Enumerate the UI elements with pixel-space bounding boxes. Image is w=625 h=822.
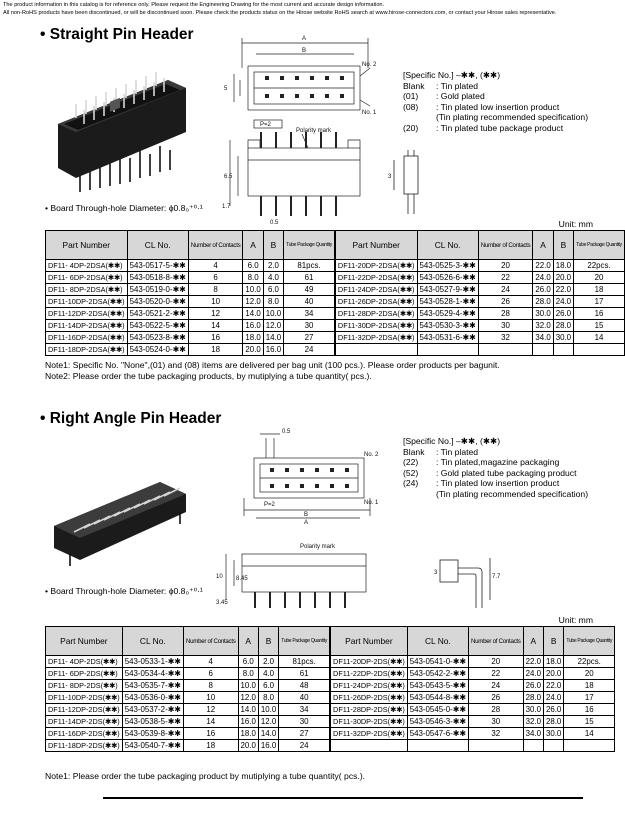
table-cell: 28.0 (543, 716, 563, 728)
straight-dim-5: 5 (224, 86, 228, 92)
table-cell: 15 (574, 320, 625, 332)
table-cell: 26.0 (523, 680, 543, 692)
table-cell: 2.0 (263, 260, 283, 272)
table-cell: 543-0533-1-✱✱ (122, 656, 183, 668)
table-row (46, 296, 625, 308)
table-row (46, 308, 625, 320)
table-cell: 14.0 (258, 728, 278, 740)
straight-header-photo (50, 66, 200, 196)
table-cell: 8.0 (243, 272, 263, 284)
table-cell (478, 344, 533, 356)
straight-notes (45, 360, 500, 382)
straight-side-dim-3: 3 (388, 174, 392, 180)
right-pitch: P=2 (264, 502, 275, 508)
table-cell: DF11-26DP-2DS(✱✱) (330, 692, 407, 704)
right-angle-header-photo (40, 468, 200, 568)
straight-dimension-drawing (220, 28, 390, 228)
straight-section-heading: • Straight Pin Header (40, 26, 194, 43)
straight-dim-05: 0.5 (270, 220, 279, 226)
table-cell: 16 (564, 704, 615, 716)
table-row (46, 740, 615, 752)
right-dim-b: B (304, 512, 309, 518)
table-cell: DF11- 8DP-2DSA(✱✱) (46, 284, 128, 296)
right-notes (45, 771, 365, 782)
table-cell: 18.0 (243, 332, 263, 344)
right-dim-345: 3.45 (216, 600, 228, 606)
table-cell: DF11-28DP-2DSA(✱✱) (335, 308, 417, 320)
table-row (46, 260, 625, 272)
table-cell: DF11-24DP-2DS(✱✱) (330, 680, 407, 692)
table-cell: 24.0 (543, 692, 563, 704)
table-cell: 10.0 (263, 308, 283, 320)
table-cell: 543-0545-0-✱✱ (407, 704, 468, 716)
table-cell: DF11-12DP-2DSA(✱✱) (46, 308, 128, 320)
table-cell: 16.0 (258, 740, 278, 752)
table-cell: DF11- 6DP-2DS(✱✱) (46, 668, 123, 680)
right-polarity-mark: Polarity mark (300, 544, 336, 550)
table-cell: 17 (574, 296, 625, 308)
straight-table-body (46, 260, 625, 356)
table-cell: 16 (574, 308, 625, 320)
table-cell: 30.0 (543, 728, 563, 740)
table-cell: 8 (188, 284, 243, 296)
table-cell: 10.0 (243, 284, 263, 296)
table-cell: 6.0 (238, 656, 258, 668)
table-cell: 61 (284, 272, 335, 284)
table-cell: 18 (183, 740, 238, 752)
table-row (46, 728, 615, 740)
table-cell: 16 (183, 728, 238, 740)
table-cell: 543-0543-5-✱✱ (407, 680, 468, 692)
table-cell: DF11-18DP-2DS(✱✱) (46, 740, 123, 752)
table-cell: 40 (279, 692, 330, 704)
table-cell: 543-0529-4-✱✱ (417, 308, 478, 320)
table-cell: 4.0 (263, 272, 283, 284)
table-cell: 32 (468, 728, 523, 740)
table-cell: 81pcs. (284, 260, 335, 272)
straight-dim-65: 6.5 (224, 174, 233, 180)
table-cell: 12.0 (263, 320, 283, 332)
table-cell: 14 (574, 332, 625, 344)
table-cell: 8.0 (263, 296, 283, 308)
table-cell: 32.0 (533, 320, 553, 332)
table-cell: 8.0 (238, 668, 258, 680)
table-cell: 543-0517-5-✱✱ (127, 260, 188, 272)
table-cell: 17 (564, 692, 615, 704)
table-cell (543, 740, 563, 752)
table-cell: 28 (468, 704, 523, 716)
table-cell: DF11-30DP-2DS(✱✱) (330, 716, 407, 728)
table-cell: 24.0 (533, 272, 553, 284)
table-cell: 22.0 (553, 284, 573, 296)
table-cell: 49 (284, 284, 335, 296)
table-cell: DF11-30DP-2DSA(✱✱) (335, 320, 417, 332)
right-dim-10: 10 (216, 574, 223, 580)
table-cell (533, 344, 553, 356)
table-cell: DF11-24DP-2DSA(✱✱) (335, 284, 417, 296)
straight-pin-no2: No. 2 (362, 62, 377, 68)
table-cell: 12 (183, 704, 238, 716)
table-cell: 543-0521-2-✱✱ (127, 308, 188, 320)
table-cell: 22 (468, 668, 523, 680)
table-cell: 543-0527-9-✱✱ (417, 284, 478, 296)
right-note-1: Note1: Please order the tube packaging product by mutiplying a tube quantity( pcs.). (45, 771, 366, 781)
table-cell: 543-0519-0-✱✱ (127, 284, 188, 296)
table-cell: 30.0 (533, 308, 553, 320)
right-dim-a: A (304, 520, 309, 526)
table-cell: 22pcs. (564, 656, 615, 668)
table-cell: 14 (188, 320, 243, 332)
table-cell: 543-0535-7-✱✱ (122, 680, 183, 692)
notice-line-2: All non-RoHS products have been discontinued, or will be discontinued soon. Please check the products status on the Hirose website RoHS search at www.hirose-connectors.com, or contact your Hirose sales representative. (3, 10, 557, 16)
right-angle-top-drawing (220, 424, 390, 524)
table-cell: DF11-22DP-2DS(✱✱) (330, 668, 407, 680)
table-cell: DF11-10DP-2DSA(✱✱) (46, 296, 128, 308)
right-angle-through-hole-caption: • Board Through-hole Diameter: ϕ0.8₀⁺⁰·¹ (45, 586, 203, 596)
table-cell: 24.0 (523, 668, 543, 680)
table-cell: 543-0525-3-✱✱ (417, 260, 478, 272)
table-cell: 26.0 (543, 704, 563, 716)
table-cell: 8 (183, 680, 238, 692)
table-cell: 20 (468, 656, 523, 668)
table-cell: 30 (468, 716, 523, 728)
table-cell (407, 740, 468, 752)
table-cell (468, 740, 523, 752)
table-cell: 30.0 (523, 704, 543, 716)
table-cell: 543-0536-0-✱✱ (122, 692, 183, 704)
straight-dim-b: B (302, 48, 307, 54)
straight-side-view (386, 150, 446, 220)
table-cell: 543-0544-8-✱✱ (407, 692, 468, 704)
table-cell: 6.0 (258, 680, 278, 692)
table-cell: 543-0534-4-✱✱ (122, 668, 183, 680)
table-cell (335, 344, 417, 356)
table-cell: 26 (478, 296, 533, 308)
table-cell: 16.0 (263, 344, 283, 356)
table-cell: 22.0 (543, 680, 563, 692)
straight-spec-title: [Specific No.] –✱✱, (✱✱) (403, 70, 501, 80)
table-cell: 20.0 (553, 272, 573, 284)
table-cell: 34 (284, 308, 335, 320)
table-cell: DF11- 6DP-2DSA(✱✱) (46, 272, 128, 284)
straight-dim-17: 1.7 (222, 204, 231, 210)
right-pin-no2: No. 2 (364, 452, 379, 458)
straight-dim-a: A (302, 36, 307, 42)
table-cell: DF11-32DP-2DSA(✱✱) (335, 332, 417, 344)
table-cell: 20.0 (543, 668, 563, 680)
table-cell: 543-0546-3-✱✱ (407, 716, 468, 728)
table-cell: 28 (478, 308, 533, 320)
table-cell: DF11-22DP-2DSA(✱✱) (335, 272, 417, 284)
table-row (46, 284, 625, 296)
table-cell (523, 740, 543, 752)
table-cell: 543-0530-3-✱✱ (417, 320, 478, 332)
right-spec-title: [Specific No.] –✱✱, (✱✱) (403, 436, 501, 446)
table-row (46, 668, 615, 680)
table-cell: 48 (279, 680, 330, 692)
table-cell: 543-0537-2-✱✱ (122, 704, 183, 716)
table-cell: 543-0539-8-✱✱ (122, 728, 183, 740)
table-cell: DF11-14DP-2DS(✱✱) (46, 716, 123, 728)
straight-unit-label: Unit: mm (558, 219, 593, 229)
table-cell: 543-0528-1-✱✱ (417, 296, 478, 308)
table-cell: 40 (284, 296, 335, 308)
table-cell: 543-0520-0-✱✱ (127, 296, 188, 308)
table-cell: 30.0 (553, 332, 573, 344)
table-cell (564, 740, 615, 752)
table-cell: 18.0 (543, 656, 563, 668)
table-cell: 12.0 (238, 692, 258, 704)
table-cell: 18 (564, 680, 615, 692)
table-cell: 18 (574, 284, 625, 296)
right-angle-front-drawing (214, 540, 394, 610)
table-cell: 543-0522-5-✱✱ (127, 320, 188, 332)
straight-through-hole-caption: • Board Through-hole Diameter: ϕ0.8₀⁺⁰·¹ (45, 203, 203, 213)
straight-note-1: Note1: Specific No. "None",(01) and (08) items are delivered per bag unit (100 pcs.). Please order products per bagunit. (45, 360, 500, 370)
table-cell: 2.0 (258, 656, 278, 668)
straight-polarity-mark: Polarity mark (296, 128, 332, 134)
table-cell: 16 (188, 332, 243, 344)
table-cell: 34.0 (533, 332, 553, 344)
table-cell: 6 (188, 272, 243, 284)
table-cell: 24 (279, 740, 330, 752)
table-cell: 543-0523-8-✱✱ (127, 332, 188, 344)
table-cell: 20.0 (243, 344, 263, 356)
straight-pitch: P=2 (260, 122, 271, 128)
table-cell: DF11- 4DP-2DSA(✱✱) (46, 260, 128, 272)
table-cell: 14.0 (243, 308, 263, 320)
table-cell: 6.0 (263, 284, 283, 296)
table-cell: DF11-18DP-2DSA(✱✱) (46, 344, 128, 356)
table-cell (417, 344, 478, 356)
right-dim-77: 7.7 (492, 574, 501, 580)
table-cell: 10.0 (258, 704, 278, 716)
right-dim-05: 0.5 (282, 429, 291, 435)
table-cell: 61 (279, 668, 330, 680)
table-cell: 22.0 (523, 656, 543, 668)
straight-specific-no-legend: [Specific No.] –✱✱, (✱✱) Blank : Tin plated (01) : Gold plated (08) : Tin plated low insertion product (Tin plating recommended specification) (20) : Tin plated tube package product (403, 70, 589, 133)
table-cell: 16.0 (243, 320, 263, 332)
right-pin-no1: No. 1 (364, 500, 379, 506)
table-row (46, 272, 625, 284)
right-dim-845: 8.45 (236, 576, 248, 582)
table-cell: 14 (564, 728, 615, 740)
right-dim-3: 3 (434, 570, 438, 576)
table-cell: 27 (284, 332, 335, 344)
right-unit-label: Unit: mm (558, 615, 593, 625)
table-cell: 12 (188, 308, 243, 320)
table-cell: 14 (183, 716, 238, 728)
table-cell: 543-0541-0-✱✱ (407, 656, 468, 668)
table-cell: DF11-20DP-2DS(✱✱) (330, 656, 407, 668)
table-cell: 18.0 (553, 260, 573, 272)
straight-note-2: Note2: Please order the tube packaging products, by mutiplying a tube quantity( pcs.). (45, 371, 372, 381)
table-cell: 10 (188, 296, 243, 308)
right-angle-parts-table: Part Number CL No. Number of Contacts A B Tube Package Quantity Part Number CL No. Number of Contacts A B Tube Package Quantity DF11- 4DP-2DS(✱✱) 543-0533-1-✱✱ 4 6.0 2.0 81pcs. DF11-20DP-2DS(✱✱) 543-0541-0-✱✱ 20 22.0 18.0 22pcs. DF11- 6DP-2DS(✱✱) 543-0534-4-✱✱ 6 8.0 4.0 61 DF11-22DP-2DS(✱✱) 543-0542-2-✱✱ 22 24.0 20.0 20 DF11- 8DP-2DS(✱✱) 543-0535-7-✱✱ 8 10.0 6.0 48 DF11-24DP-2DS(✱✱) 543-0543-5-✱✱ 24 26.0 22.0 18 DF11-10DP-2DS(✱✱) 543-0536-0-✱✱ 10 12.0 8.0 40 DF11-26DP-2DS(✱✱) 543-0544-8-✱✱ 26 28.0 24.0 17 DF11-12DP-2DS(✱✱) 543-0537-2-✱✱ 12 14.0 10.0 34 DF11-28DP-2DS(✱✱) 543-0545-0-✱✱ 28 30.0 26.0 16 DF11-14DP-2DS(✱✱) 543-0538-5-✱✱ 14 16.0 12.0 30 DF11-30DP-2DS(✱✱) 543-0546-3-✱✱ 30 32.0 28.0 15 DF11-16DP-2DS(✱✱) 543-0539-8-✱✱ 16 18.0 14.0 27 DF11-32DP-2DS(✱✱) 543-0547-6-✱✱ 32 34.0 30.0 14 DF11-18DP-2DS(✱✱) 543-0540-7-✱✱ 18 20.0 16.0 24 (45, 626, 615, 752)
table-cell: DF11-20DP-2DSA(✱✱) (335, 260, 417, 272)
table-cell: 14.0 (263, 332, 283, 344)
table-cell: 28.0 (553, 320, 573, 332)
table-cell: DF11-28DP-2DS(✱✱) (330, 704, 407, 716)
table-cell: 32.0 (523, 716, 543, 728)
table-cell: 24 (284, 344, 335, 356)
table-cell: 543-0531-6-✱✱ (417, 332, 478, 344)
table-cell: 10 (183, 692, 238, 704)
right-specific-no-legend: [Specific No.] –✱✱, (✱✱) Blank : Tin plated (22) : Tin plated,magazine packaging (52) : Gold plated tube packaging product (24) : Tin plated low insertion product (Tin plating recommended specification) (403, 436, 589, 499)
catalog-notice (3, 1, 607, 17)
table-cell: 24 (468, 680, 523, 692)
table-cell: DF11-14DP-2DSA(✱✱) (46, 320, 128, 332)
table-cell: 543-0540-7-✱✱ (122, 740, 183, 752)
table-cell: DF11-12DP-2DS(✱✱) (46, 704, 123, 716)
table-cell: 14.0 (238, 704, 258, 716)
notice-line-1: The product information in this catalog is for reference only. Please request the Engineering Drawing for the most current and accurate design information. (3, 2, 385, 8)
table-cell: 26.0 (533, 284, 553, 296)
table-cell: 16.0 (238, 716, 258, 728)
table-row (46, 344, 625, 356)
right-angle-side-view (430, 540, 500, 620)
table-cell: 20 (574, 272, 625, 284)
table-row (46, 656, 615, 668)
table-cell: 6 (183, 668, 238, 680)
table-cell: 18.0 (238, 728, 258, 740)
table-cell: 26.0 (553, 308, 573, 320)
table-cell: 30 (478, 320, 533, 332)
table-cell: 24.0 (553, 296, 573, 308)
table-cell: 27 (279, 728, 330, 740)
table-cell: 22.0 (533, 260, 553, 272)
table-cell: 4 (183, 656, 238, 668)
table-cell: 20.0 (238, 740, 258, 752)
table-cell: 18 (188, 344, 243, 356)
straight-parts-table: Part Number CL No. Number of Contacts A B Tube Package Quantity Part Number CL No. Number of Contacts A B Tube Package Quantity DF11- 4DP-2DSA(✱✱) 543-0517-5-✱✱ 4 6.0 2.0 81pcs. DF11-20DP-2DSA(✱✱) 543-0525-3-✱✱ 20 22.0 18.0 22pcs. DF11- 6DP-2DSA(✱✱) 543-0518-8-✱✱ 6 8.0 4.0 61 DF11-22DP-2DSA(✱✱) 543-0526-6-✱✱ 22 24.0 20.0 20 DF11- 8DP-2DSA(✱✱) 543-0519-0-✱✱ 8 10.0 6.0 49 DF11-24DP-2DSA(✱✱) 543-0527-9-✱✱ 24 26.0 22.0 18 DF11-10DP-2DSA(✱✱) 543-0520-0-✱✱ 10 12.0 8.0 40 DF11-26DP-2DSA(✱✱) 543-0528-1-✱✱ 26 28.0 24.0 17 DF11-12DP-2DSA(✱✱) 543-0521-2-✱✱ 12 14.0 10.0 34 DF11-28DP-2DSA(✱✱) 543-0529-4-✱✱ 28 30.0 26.0 16 DF11-14DP-2DSA(✱✱) 543-0522-5-✱✱ 14 16.0 12.0 30 DF11-30DP-2DSA(✱✱) 543-0530-3-✱✱ 30 32.0 28.0 15 DF11-16DP-2DSA(✱✱) 543-0523-8-✱✱ 16 18.0 14.0 27 DF11-32DP-2DSA(✱✱) 543-0531-6-✱✱ 32 34.0 30.0 14 DF11-18DP-2DSA(✱✱) 543-0524-0-✱✱ 18 20.0 16.0 24 (45, 230, 625, 356)
table-cell: 22pcs. (574, 260, 625, 272)
right-angle-section-heading: • Right Angle Pin Header (40, 410, 222, 427)
table-cell: 15 (564, 716, 615, 728)
table-cell (574, 344, 625, 356)
table-row (46, 680, 615, 692)
table-cell: 81pcs. (279, 656, 330, 668)
right-table-body (46, 656, 615, 752)
table-cell: 543-0518-8-✱✱ (127, 272, 188, 284)
table-cell: 543-0542-2-✱✱ (407, 668, 468, 680)
table-cell: 30 (279, 716, 330, 728)
table-cell: 4 (188, 260, 243, 272)
table-row (46, 320, 625, 332)
table-cell: 26 (468, 692, 523, 704)
table-row (46, 692, 615, 704)
table-cell: 12.0 (243, 296, 263, 308)
table-cell: 34 (279, 704, 330, 716)
table-cell: DF11-26DP-2DSA(✱✱) (335, 296, 417, 308)
table-cell: 12.0 (258, 716, 278, 728)
table-row (46, 704, 615, 716)
table-cell: 4.0 (258, 668, 278, 680)
table-cell (330, 740, 407, 752)
straight-pin-no1: No. 1 (362, 110, 377, 116)
table-cell: 543-0547-6-✱✱ (407, 728, 468, 740)
table-cell: 10.0 (238, 680, 258, 692)
page-bottom-rule (103, 797, 583, 799)
table-cell: 543-0524-0-✱✱ (127, 344, 188, 356)
table-cell: 30 (284, 320, 335, 332)
table-cell: 543-0538-5-✱✱ (122, 716, 183, 728)
table-cell: 34.0 (523, 728, 543, 740)
table-cell: 20 (478, 260, 533, 272)
table-cell: DF11-16DP-2DSA(✱✱) (46, 332, 128, 344)
table-cell: 6.0 (243, 260, 263, 272)
table-cell: 543-0526-6-✱✱ (417, 272, 478, 284)
table-row (46, 332, 625, 344)
table-cell: 20 (564, 668, 615, 680)
table-cell: 24 (478, 284, 533, 296)
table-cell: DF11- 8DP-2DS(✱✱) (46, 680, 123, 692)
table-cell: DF11-16DP-2DS(✱✱) (46, 728, 123, 740)
table-cell (553, 344, 573, 356)
table-cell: 28.0 (533, 296, 553, 308)
table-cell: DF11-10DP-2DS(✱✱) (46, 692, 123, 704)
table-cell: 22 (478, 272, 533, 284)
table-cell: 32 (478, 332, 533, 344)
table-cell: 8.0 (258, 692, 278, 704)
table-cell: DF11-32DP-2DS(✱✱) (330, 728, 407, 740)
table-cell: 28.0 (523, 692, 543, 704)
table-row (46, 716, 615, 728)
table-cell: DF11- 4DP-2DS(✱✱) (46, 656, 123, 668)
